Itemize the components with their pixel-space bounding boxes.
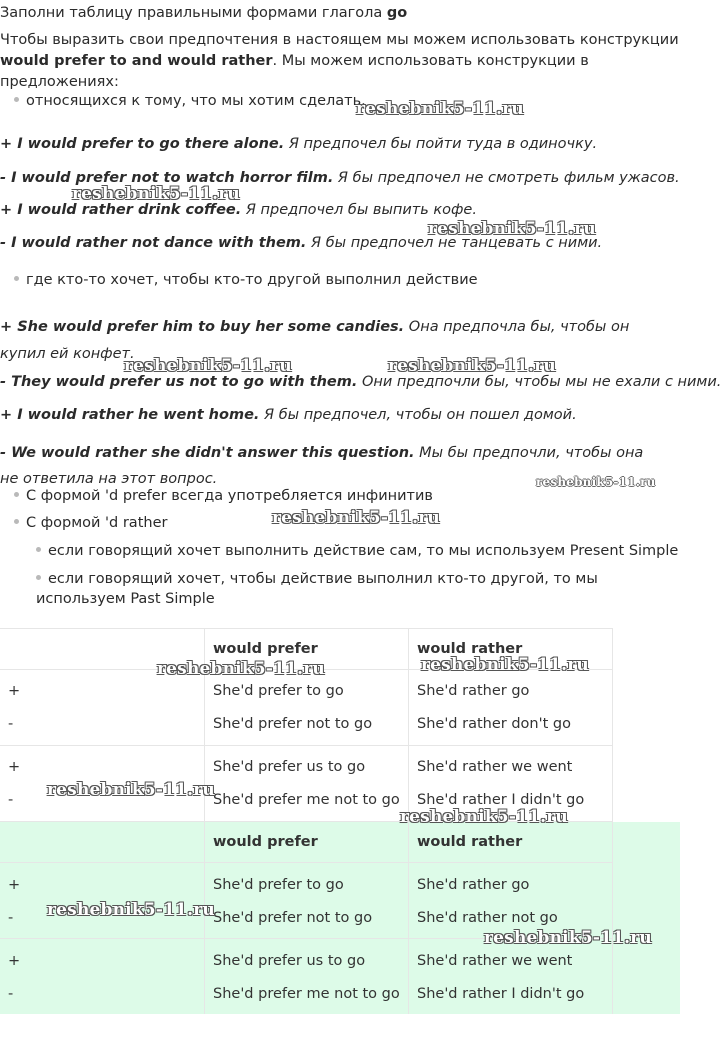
example-ru: Я бы предпочел не танцевать с ними. (306, 235, 603, 251)
watermark: reshebnik5-11.ru (400, 807, 568, 827)
watermark: reshebnik5-11.ru (72, 184, 240, 204)
row-sign: + (8, 683, 21, 699)
watermark: reshebnik5-11.ru (388, 356, 556, 376)
example-en: - They would prefer us not to go with them. (0, 374, 358, 390)
subrule-present-text: если говорящий хочет выполнить действие сам, то мы используем Present Simple (48, 543, 679, 559)
column-header-rather: would rather (417, 834, 523, 850)
example-line (0, 136, 597, 152)
watermark: reshebnik5-11.ru (272, 508, 440, 528)
task-verb: go (386, 5, 408, 21)
task-title-text: Заполни таблицу правильными формами глагола (0, 5, 387, 21)
table-cell: She'd rather go (417, 877, 530, 893)
example-en: + I would rather he went home. (0, 407, 260, 423)
bullet-other-action (14, 272, 478, 288)
column-header-prefer: would prefer (213, 834, 318, 850)
intro-constructions: would prefer to and would rather (0, 53, 273, 69)
subrule-past (36, 569, 680, 609)
table-cell: She'd rather we went (417, 953, 573, 969)
intro-text-a: Чтобы выразить свои предпочтения в настоящем мы можем использовать конструкции (0, 32, 679, 48)
example-ru: Она предпочла бы, чтобы он купил ей конфет. (0, 319, 630, 362)
table-cell: She'd prefer not to go (213, 716, 373, 732)
column-header-rather: would rather (417, 641, 523, 657)
column-header-prefer: would prefer (213, 641, 318, 657)
example-ru: Я предпочел бы выпить кофе. (241, 202, 477, 218)
watermark: reshebnik5-11.ru (421, 655, 589, 675)
table-cell: She'd prefer us to go (213, 953, 366, 969)
table-cell: She'd rather go (417, 683, 530, 699)
example-en: + I would rather drink coffee. (0, 202, 242, 218)
example-en: - I would rather not dance with them. (0, 235, 307, 251)
watermark: reshebnik5-11.ru (47, 900, 215, 920)
rule-prefer (14, 488, 433, 504)
rule-rather-text: С формой 'd rather (26, 515, 168, 531)
example-ru: Я предпочел бы пойти туда в одиночку. (284, 136, 598, 152)
row-sign: + (8, 877, 21, 893)
watermark: reshebnik5-11.ru (536, 475, 656, 489)
task-title (0, 5, 407, 21)
example-en: - We would rather she didn't answer this question. (0, 445, 415, 461)
rule-prefer-text: С формой 'd prefer всегда употребляется инфинитив (26, 488, 433, 504)
subrule-present (36, 543, 678, 559)
bullet-self-action-text: относящихся к тому, что мы хотим сделать. (26, 93, 366, 109)
watermark: reshebnik5-11.ru (124, 356, 292, 376)
example-ru: Я бы предпочел не смотреть фильм ужасов. (333, 170, 680, 186)
rule-rather (14, 515, 167, 531)
table-cell: She'd prefer to go (213, 683, 344, 699)
table-cell: She'd prefer to go (213, 877, 344, 893)
table-cell: She'd rather we went (417, 759, 573, 775)
table-cell: She'd rather I didn't go (417, 986, 585, 1002)
row-sign: + (8, 759, 21, 775)
row-sign: - (8, 986, 14, 1002)
table-cell: She'd prefer us to go (213, 759, 366, 775)
watermark: reshebnik5-11.ru (356, 99, 524, 119)
example-ru: Они предпочли бы, чтобы мы не ехали с ними. (357, 374, 721, 390)
example-en: + She would prefer him to buy her some candies. (0, 319, 405, 335)
row-sign: - (8, 716, 14, 732)
example-line (0, 314, 672, 368)
table-cell: She'd rather I didn't go (417, 792, 585, 808)
bullet-self-action (14, 93, 366, 109)
table-cell: She'd rather don't go (417, 716, 571, 732)
table-cell: She'd prefer not to go (213, 910, 373, 926)
bullet-other-action-text: где кто-то хочет, чтобы кто-то другой выполнил действие (26, 272, 478, 288)
example-ru: Мы бы предпочли, чтобы она не ответила на этот вопрос. (0, 445, 644, 487)
subrule-past-text: если говорящий хочет, чтобы действие выполнил кто-то другой, то мы используем Past Simple (36, 571, 598, 607)
watermark: reshebnik5-11.ru (47, 780, 215, 800)
table-cell: She'd prefer me not to go (213, 792, 400, 808)
example-en: - I would prefer not to watch horror film. (0, 170, 334, 186)
intro-paragraph (0, 30, 680, 93)
watermark: reshebnik5-11.ru (428, 219, 596, 239)
example-line (0, 407, 577, 423)
example-en: + I would prefer to go there alone. (0, 136, 285, 152)
example-line (0, 202, 477, 218)
example-ru: Я бы предпочел, чтобы он пошел домой. (259, 407, 577, 423)
watermark: reshebnik5-11.ru (484, 928, 652, 948)
intro-text-b: . Мы можем использовать конструкции в предложениях: (0, 53, 589, 90)
table-cell: She'd rather not go (417, 910, 558, 926)
example-line (0, 374, 721, 390)
row-sign: - (8, 792, 14, 808)
row-sign: - (8, 910, 14, 926)
watermark: reshebnik5-11.ru (157, 659, 325, 679)
table-cell: She'd prefer me not to go (213, 986, 400, 1002)
row-sign: + (8, 953, 21, 969)
